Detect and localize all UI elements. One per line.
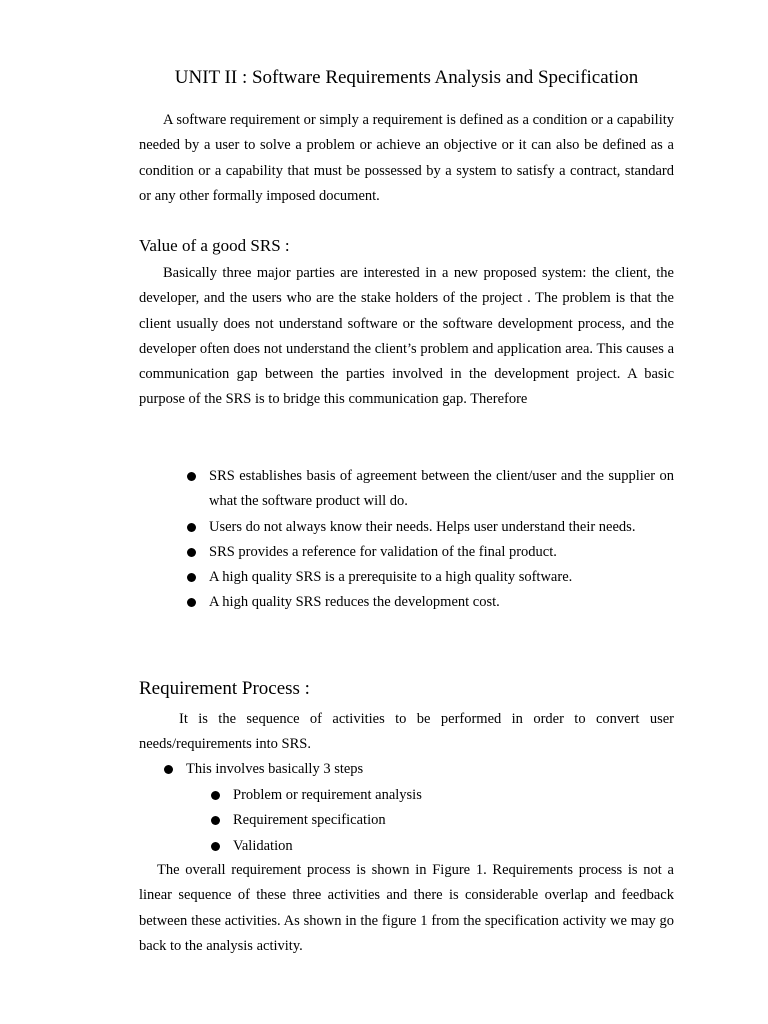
srs-benefits-list <box>185 464 674 616</box>
bullet-icon <box>187 573 196 582</box>
bullet-icon <box>211 842 220 851</box>
intro-paragraph: A software requirement or simply a requirement is defined as a condition or a capability needed by a user to solve a problem or achieve an objective or it can also be defined as a condition or a capability that must be possessed by a system to satisfy a contract, standard or any other formally imposed document. <box>139 112 674 204</box>
bullet-icon <box>187 472 196 481</box>
closing-paragraph: The overall requirement process is shown in Figure 1. Requirements process is not a linear sequence of these three activities and there is considerable overlap and feedback between these activities. As shown in the figure 1 from the specification activity we may go back to the analysis activity. <box>139 862 674 954</box>
list-item: Validation <box>209 834 674 859</box>
list-item: Problem or requirement analysis <box>209 783 674 808</box>
section-paragraph-requirement-process: It is the sequence of activities to be performed in order to convert user needs/requirements into SRS. <box>139 711 674 753</box>
list-item: Requirement specification <box>209 808 674 833</box>
list-item: SRS provides a reference for validation of the final product. <box>185 540 674 565</box>
bullet-icon <box>211 791 220 800</box>
bullet-icon <box>211 816 220 825</box>
page-title: UNIT II : Software Requirements Analysis and Specification <box>174 67 639 88</box>
requirement-process-list <box>162 757 674 782</box>
requirement-steps-list <box>209 783 674 859</box>
list-item: A high quality SRS is a prerequisite to a high quality software. <box>185 565 674 590</box>
bullet-icon <box>187 598 196 607</box>
bullet-icon <box>187 548 196 557</box>
list-item: This involves basically 3 steps <box>162 757 674 782</box>
list-item: Users do not always know their needs. Helps user understand their needs. <box>185 515 674 540</box>
bullet-icon <box>164 765 173 774</box>
section-paragraph-value-of-srs: Basically three major parties are interested in a new proposed system: the client, the developer, and the users who are the stake holders of the project . The problem is that the client usually does not understand software or the software development process, and the developer often does not understand the client’s problem and application area. This causes a communication gap between the parties involved in the development project. A basic purpose of the SRS is to bridge this communication gap. Therefore <box>139 265 674 408</box>
section-heading-value-of-srs: Value of a good SRS : <box>139 236 290 255</box>
bullet-icon <box>187 523 196 532</box>
list-item: SRS establishes basis of agreement between the client/user and the supplier on what the software product will do. <box>185 464 674 515</box>
section-heading-requirement-process: Requirement Process : <box>139 678 310 699</box>
list-item: A high quality SRS reduces the development cost. <box>185 590 674 615</box>
